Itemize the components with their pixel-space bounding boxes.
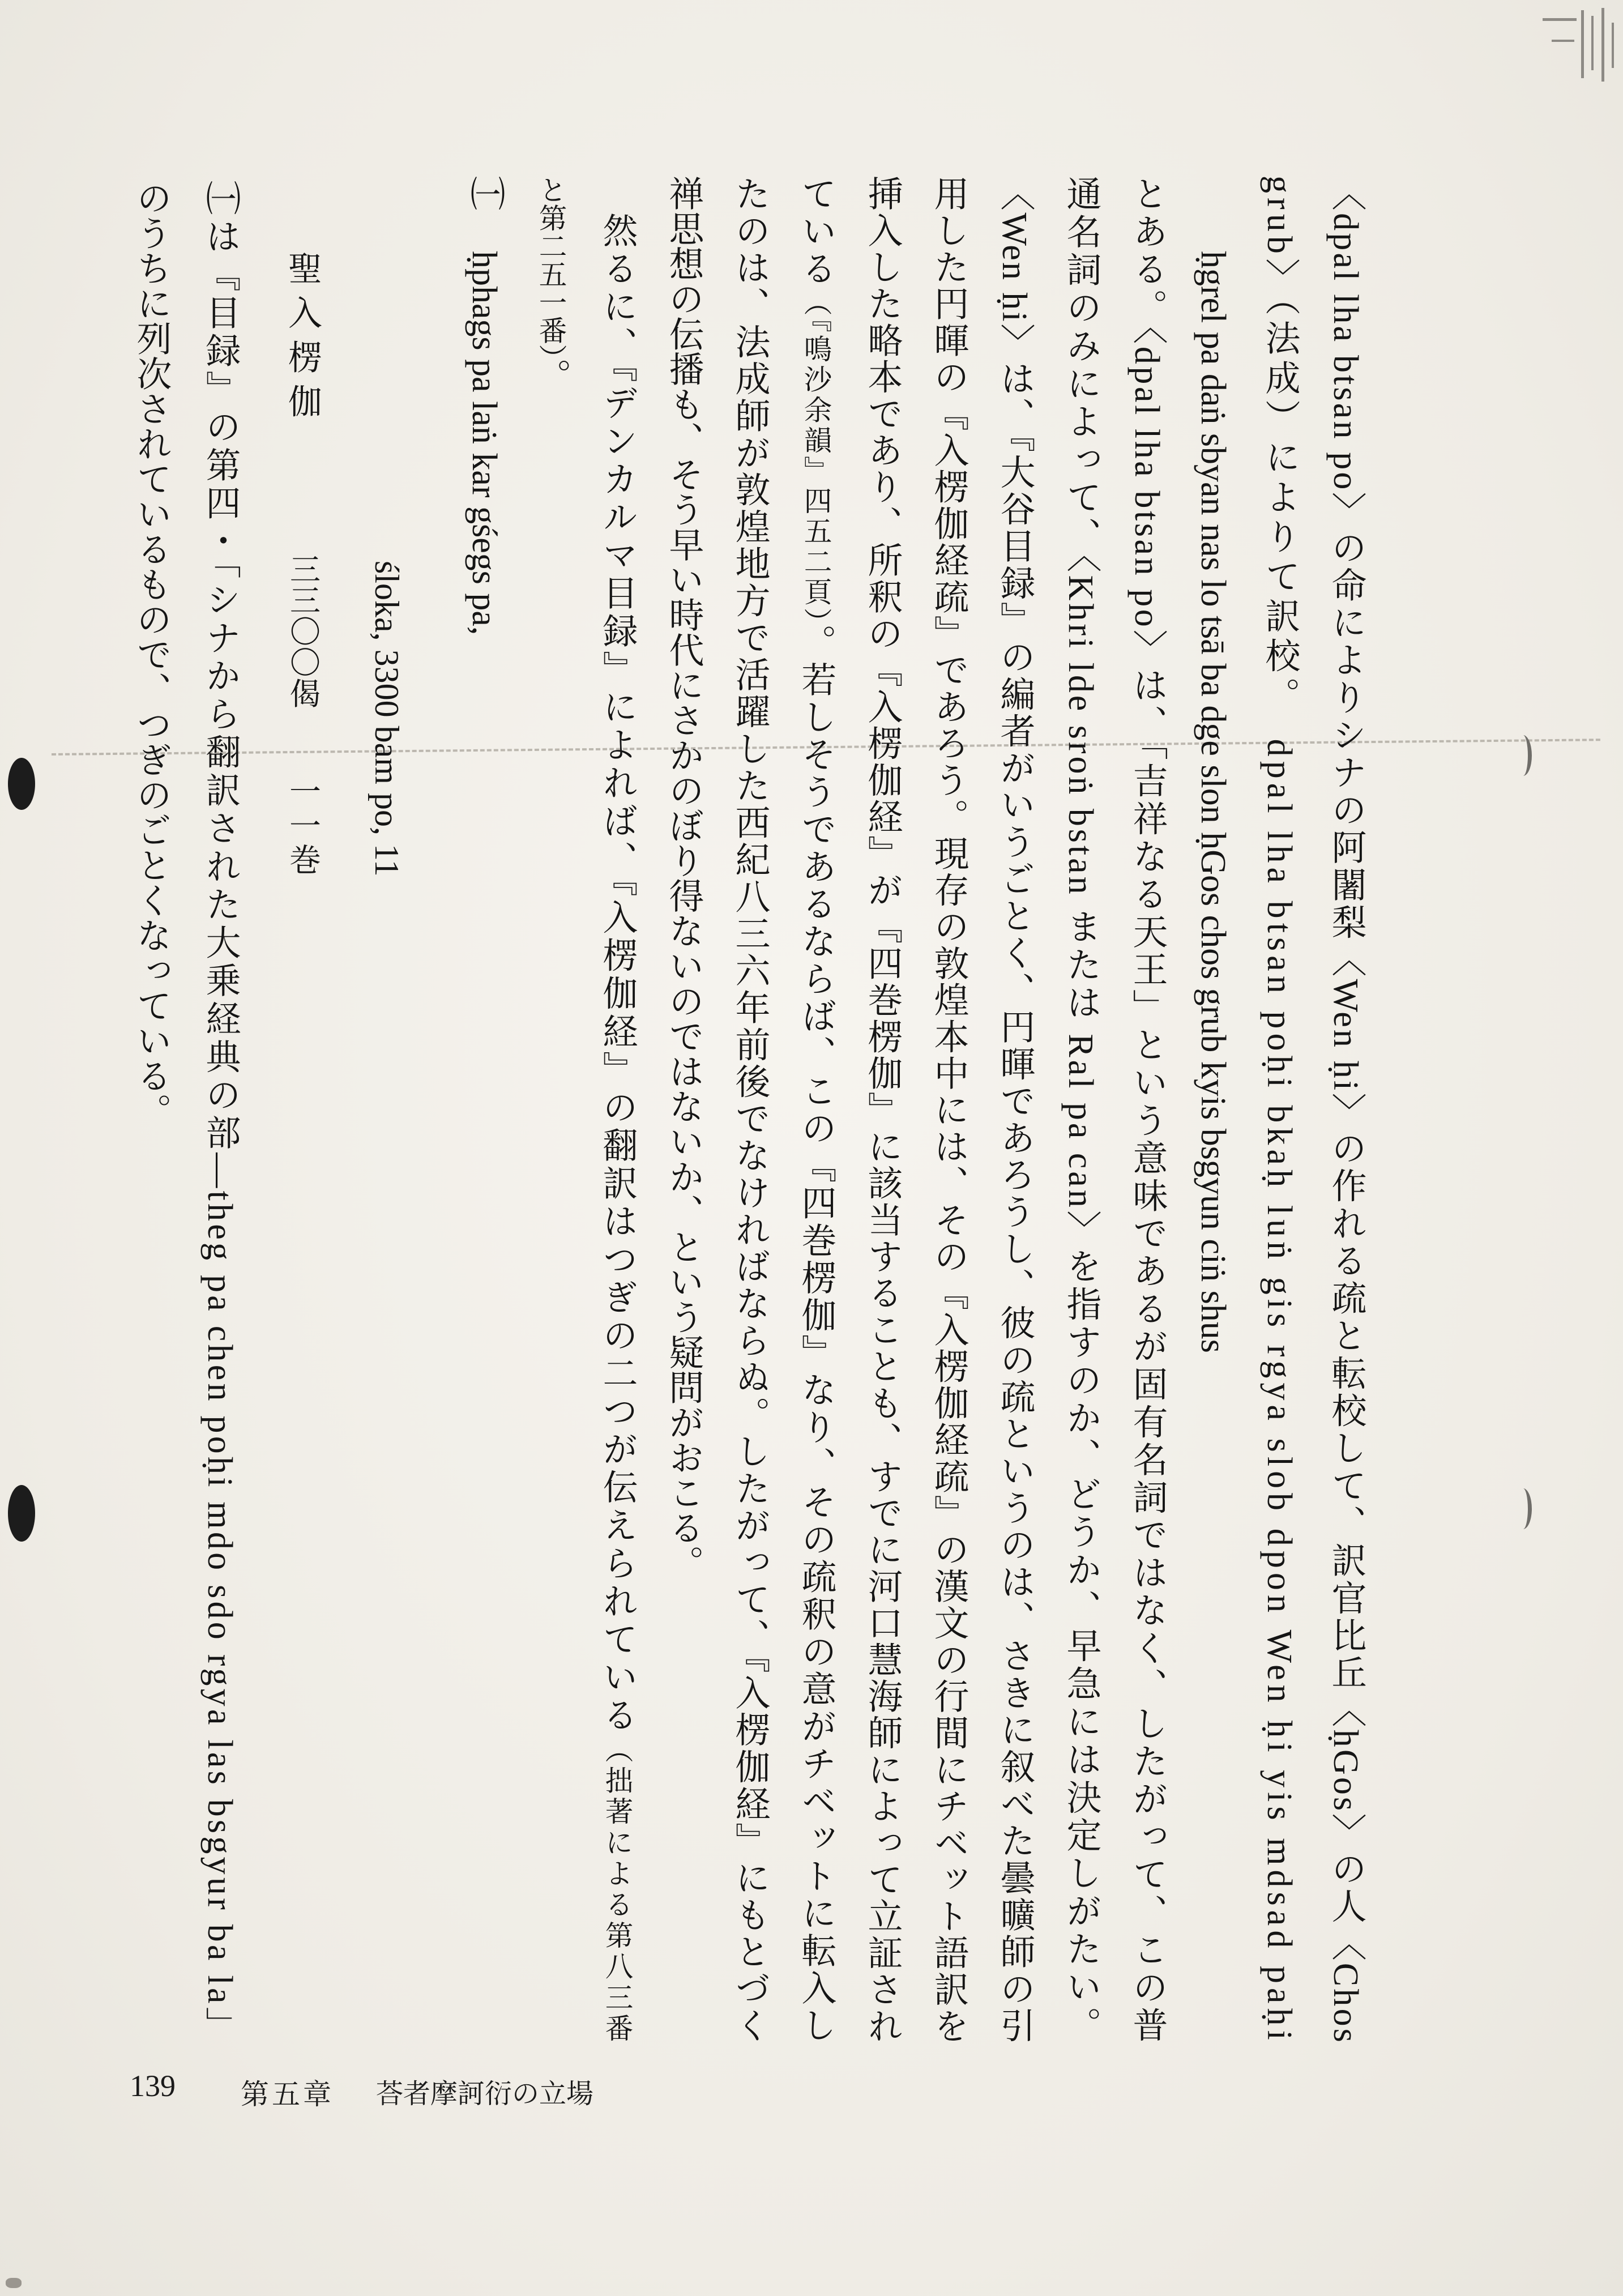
column-line [458, 251, 510, 635]
body-column-2 [1253, 176, 1305, 2045]
binding-hole-mark [1514, 1488, 1532, 1529]
corner-stamp-mark [1581, 10, 1584, 78]
entry-marker: ㈠ [465, 176, 503, 211]
corner-stamp-mark [1601, 8, 1604, 82]
corner-stamp-mark [1591, 16, 1594, 70]
column-line [1253, 176, 1305, 2045]
body-column-11 [657, 176, 709, 2045]
column-line [276, 251, 328, 428]
corner-stamp-mark [1612, 23, 1614, 68]
column-line [361, 561, 413, 877]
text-segment: のうちに列次されているもので、つぎのごとくなっている。 [131, 180, 170, 1128]
tibetan-title: ḥphags pa laṅ kar gśegs pa, [465, 251, 503, 635]
fascicle-count: 一一巻 [285, 775, 320, 878]
body-column-4 [1121, 176, 1173, 2045]
body-column-9 [789, 176, 842, 2045]
text-segment: 禅思想の伝播も、そう早い時代にさかのぼり得ないのではないか、という疑問がおこる。 [664, 176, 702, 1580]
text-segment: たのは、法成師が敦煌地方で活躍した西紀八三六年前後でなければならぬ。したがって、『入楞伽経』にもとづく [730, 176, 768, 2045]
page-number: 139 [130, 2069, 176, 2103]
chapter-label: 第五章 [241, 2079, 334, 2110]
tibetan-quotation: ḥgrel pa daṅ sbyan nas lo tsā ba dge slon ḥGos chos grub kyis bsgyun ciṅ shus [1194, 251, 1232, 1353]
column-line [125, 180, 177, 1128]
text-segment: ㈠は『目録』の第四・「シナから翻訳された大乗経典の部―theg pa chen poḥi mdo sdo rgya las bsgyur ba la」 [200, 180, 239, 2045]
column-line [1054, 176, 1107, 2045]
column-line [194, 180, 246, 2045]
column-line [1187, 251, 1239, 1353]
column-line [591, 212, 643, 2045]
column-line [856, 176, 908, 2045]
text-segment: 。若しそうであるならば、この『四巻楞伽』なり、その疏釈の意がチベットに転入し [796, 624, 835, 2045]
body-column-13 [524, 176, 576, 572]
text-segment: 〈Wen ḥi〉は、『大谷目録』の編者がいうごとく、円暉であろうし、彼の疏というのは、さきに叙べた曇曠師の引 [995, 176, 1033, 2045]
column-line [789, 176, 842, 2045]
body-column-5 [1054, 176, 1107, 2045]
body-column-10 [723, 176, 775, 2045]
column-line [1121, 176, 1173, 2045]
corner-stamp-mark [1543, 18, 1577, 21]
corner-stamp-mark [1552, 40, 1574, 42]
closing-column-1 [194, 180, 246, 2045]
body-column-1 [1319, 176, 1372, 2045]
column-line [657, 176, 709, 1580]
text-segment: 。 [531, 358, 570, 394]
text-segment: ている [796, 176, 835, 288]
body-column-3 [1187, 251, 1239, 2045]
text-segment: 然るに、『デンカルマ目録』によれば、『入楞伽経』の翻訳はつぎの二つが伝えられている [597, 212, 636, 1735]
binding-hole-mark [1514, 735, 1532, 776]
entry-tibetan-details [361, 561, 413, 1070]
column-line [922, 176, 974, 2045]
column-line [1319, 176, 1372, 2045]
edge-smudge-mark [8, 758, 35, 810]
column-line [988, 176, 1040, 2045]
text-segment: 〈dpal lha btsan po〉の命によりシナの阿闍梨〈Wen ḥi〉の作れる疏と転校して、訳官比丘〈ḥGos〉の人〈Chos [1326, 176, 1365, 2045]
text-segment: 通名詞のみによって、〈Khri lde sroṅ bstan または Ral pa can〉を指すのか、どうか、早急には決定しがたい。 [1061, 176, 1100, 2045]
edge-smudge-mark [8, 1485, 35, 1542]
entry-fascicle-count [276, 775, 328, 878]
entry-verse-count [276, 553, 328, 709]
body-column-8 [856, 176, 908, 2045]
column-line [524, 176, 576, 393]
corner-smudge-mark [6, 2278, 22, 2288]
entry-tibetan-title [458, 251, 510, 874]
citation-note: （拙著による第八三番 [601, 1735, 633, 2045]
chapter-title: 荅者摩訶衍の立場 [376, 2079, 594, 2109]
text-segment: 用した円暉の『入楞伽経疏』であろう。現存の敦煌本中には、その『入楞伽経疏』の漢文の行間にチベット語訳を [929, 176, 967, 2045]
entry-number-marker [458, 176, 510, 238]
tibetan-details: śloka, 3300 bam po, 11 [368, 561, 405, 877]
japanese-title: 聖入楞伽 [284, 251, 321, 428]
verse-count: 三三〇〇偈 [285, 553, 319, 709]
column-line [276, 553, 328, 709]
column-line [723, 176, 775, 2045]
body-column-12 [591, 212, 643, 2045]
text-segment: とある。〈dpal lha btsan po〉は、「吉祥なる天王」という意味であるが固有名詞ではなく、したがって、この普 [1127, 176, 1166, 2045]
text-segment: grub〉（法成）によりて訳校。 dpal lha btsan poḥi bkaḥ luṅ gis rgya slob dpon Wen ḥi yis mdsad paḥi [1260, 176, 1299, 2045]
text-segment: 挿入した略本であり、所釈の『入楞伽経』が『四巻楞伽』に該当することも、すでに河口慧海師によって立証され [862, 176, 901, 2045]
citation-note: と第二五一番） [535, 176, 566, 359]
closing-column-2 [125, 180, 177, 1879]
body-column-7 [922, 176, 974, 2045]
citation-note: （『鳴沙余韻』四五二頁） [800, 288, 831, 624]
entry-japanese-title [276, 251, 328, 428]
column-line [458, 176, 510, 211]
body-column-6 [988, 176, 1040, 2045]
column-line [276, 775, 328, 878]
